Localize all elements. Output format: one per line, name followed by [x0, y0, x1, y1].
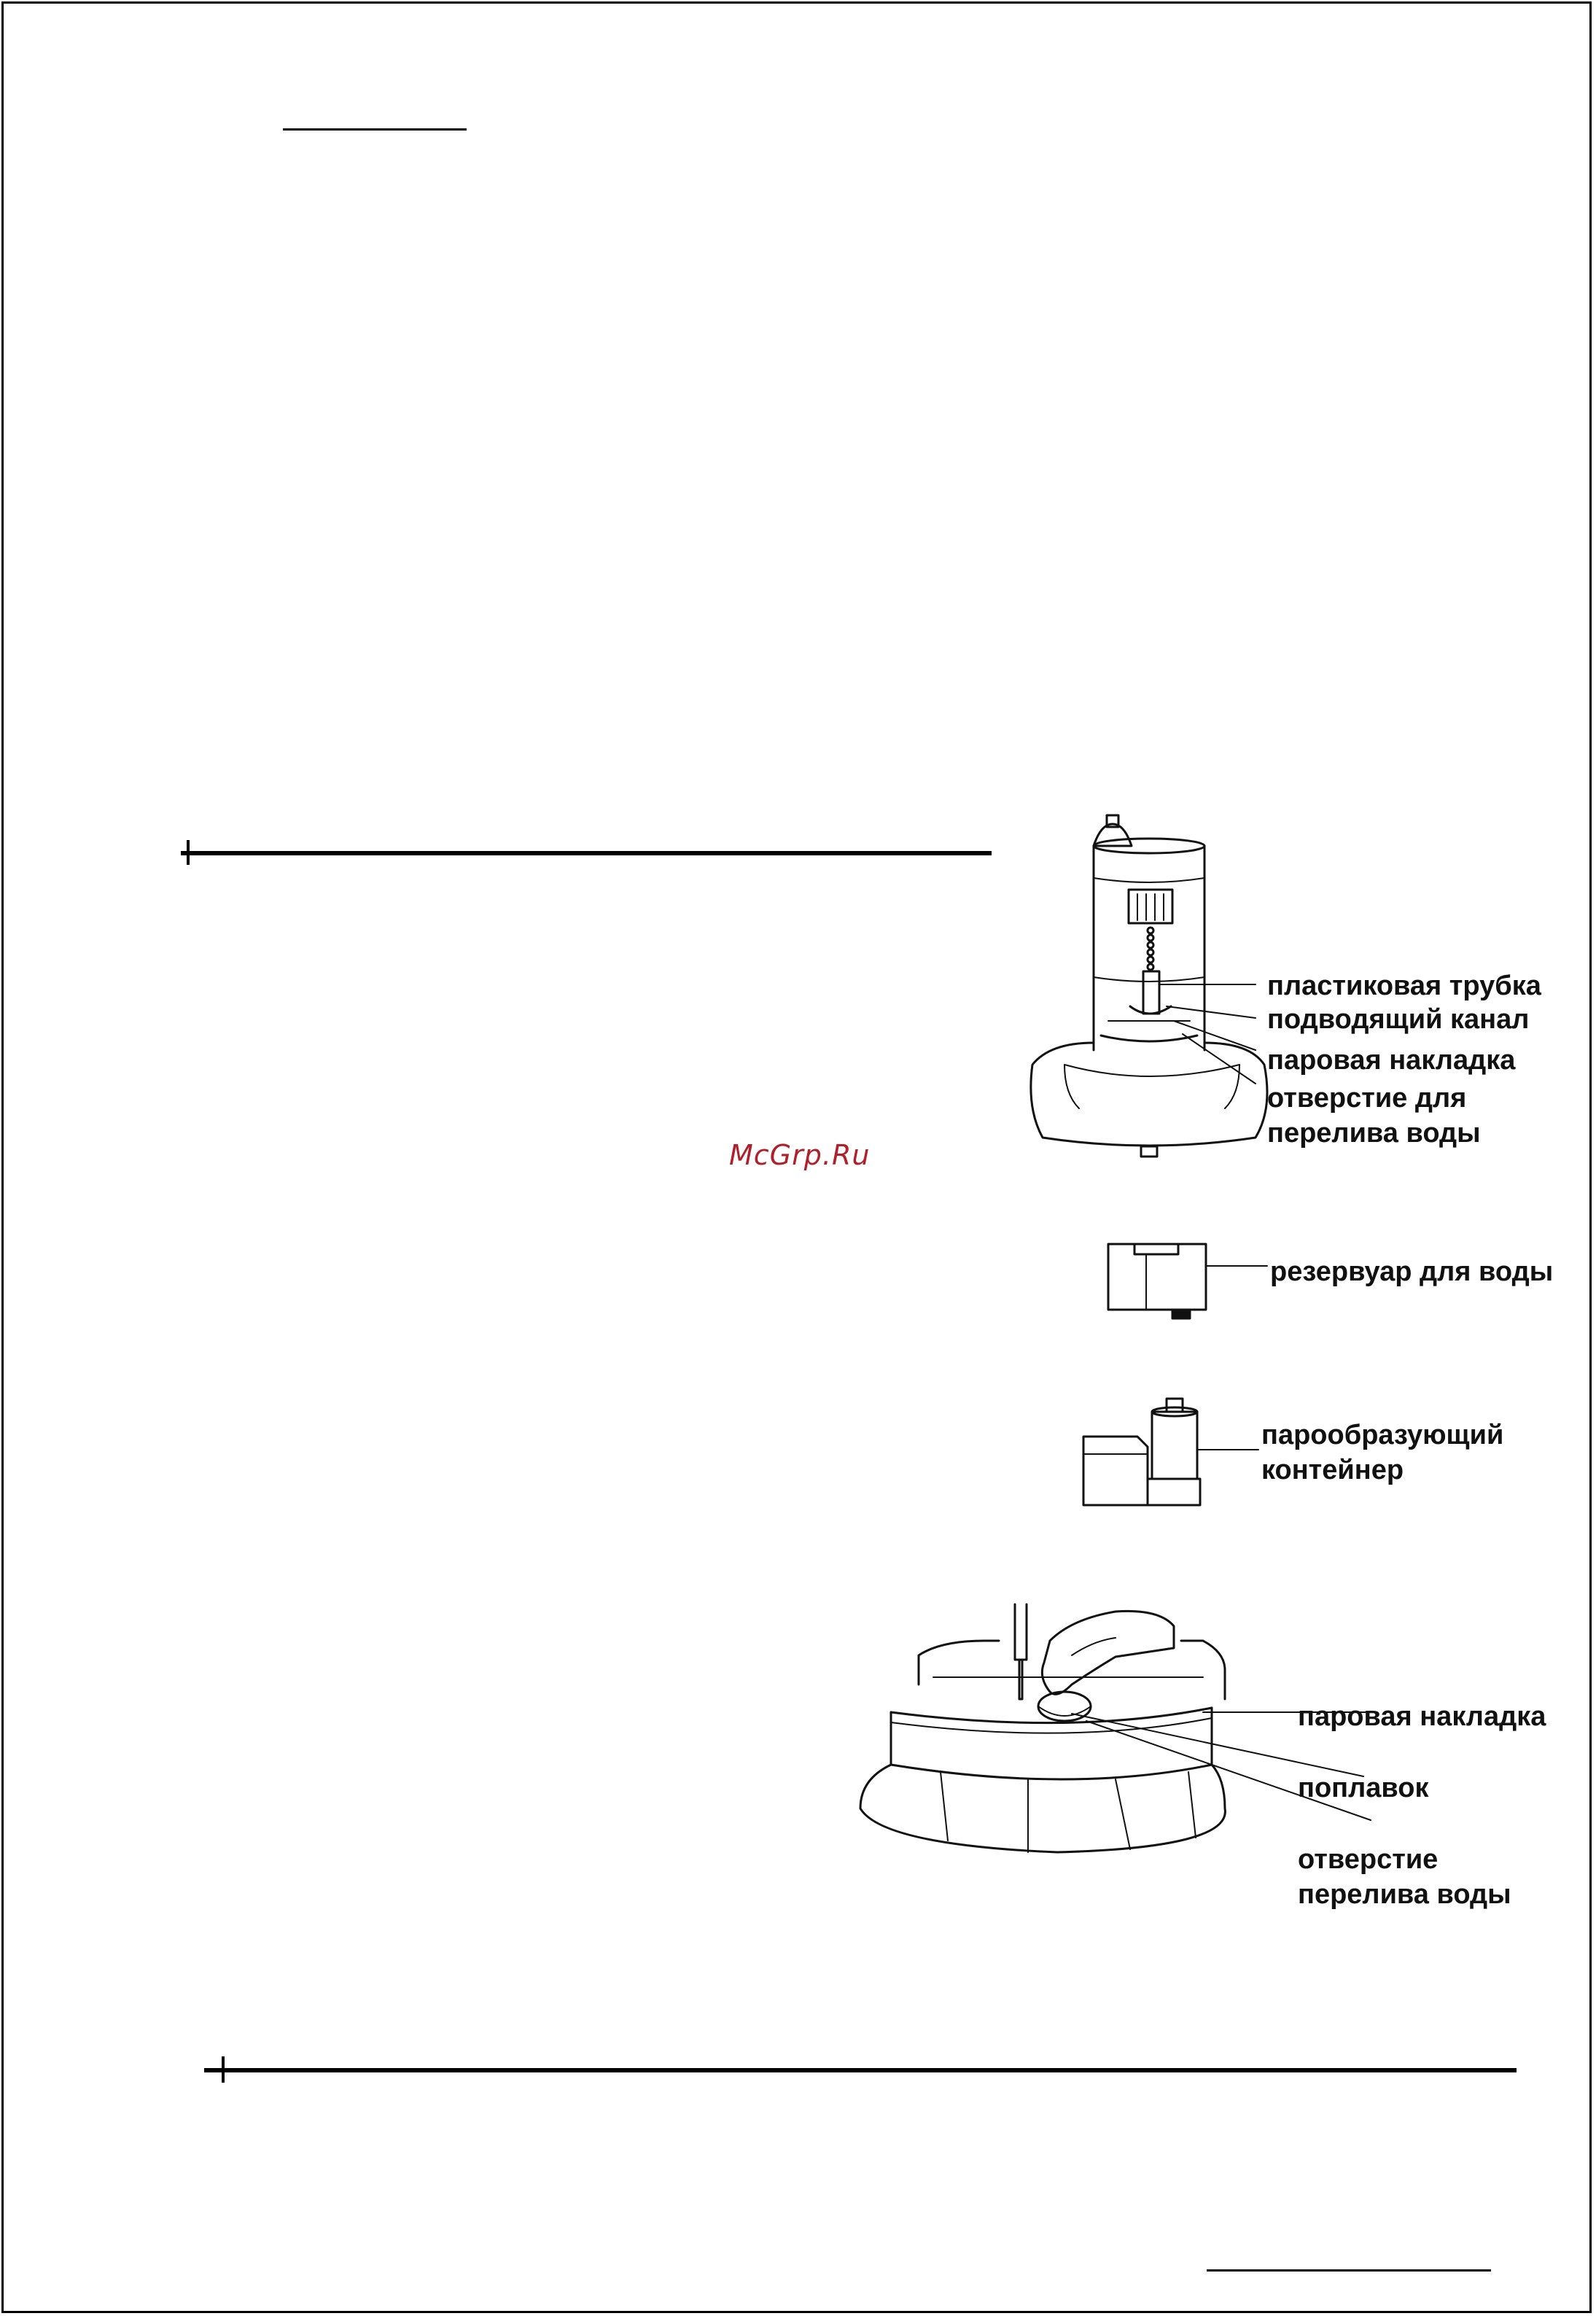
section-rule-bottom-tick: [222, 2056, 225, 2083]
header-underline: [283, 128, 467, 131]
label-base-steam-cover: паровая накладка: [1298, 1701, 1546, 1732]
label-overflow-hole-line1: отверстие для: [1267, 1083, 1467, 1114]
label-steam-container-line2: контейнер: [1261, 1455, 1404, 1485]
footer-link-underline[interactable]: [1207, 2269, 1491, 2272]
section-rule-top-tick: [187, 840, 190, 865]
label-overflow-hole-line2: перелива воды: [1267, 1118, 1481, 1149]
label-steam-cover: паровая накладка: [1267, 1045, 1516, 1076]
label-plastic-tube: пластиковая трубка: [1267, 971, 1541, 1001]
label-base-overflow-line1: отверстие: [1298, 1844, 1439, 1875]
section-rule-bottom: [204, 2068, 1517, 2072]
label-supply-channel: подводящий канал: [1267, 1004, 1530, 1035]
label-steam-container-line1: парообразующий: [1261, 1420, 1504, 1450]
water-tank-illustration: [1094, 1232, 1283, 1327]
section-rule-top: [181, 851, 992, 855]
label-water-tank: резервуар для воды: [1270, 1256, 1554, 1287]
watermark: McGrp.Ru: [729, 1139, 871, 1171]
steam-container-illustration: [1072, 1386, 1276, 1531]
label-base-overflow-line2: перелива воды: [1298, 1879, 1511, 1910]
label-base-float: поплавок: [1298, 1773, 1429, 1803]
